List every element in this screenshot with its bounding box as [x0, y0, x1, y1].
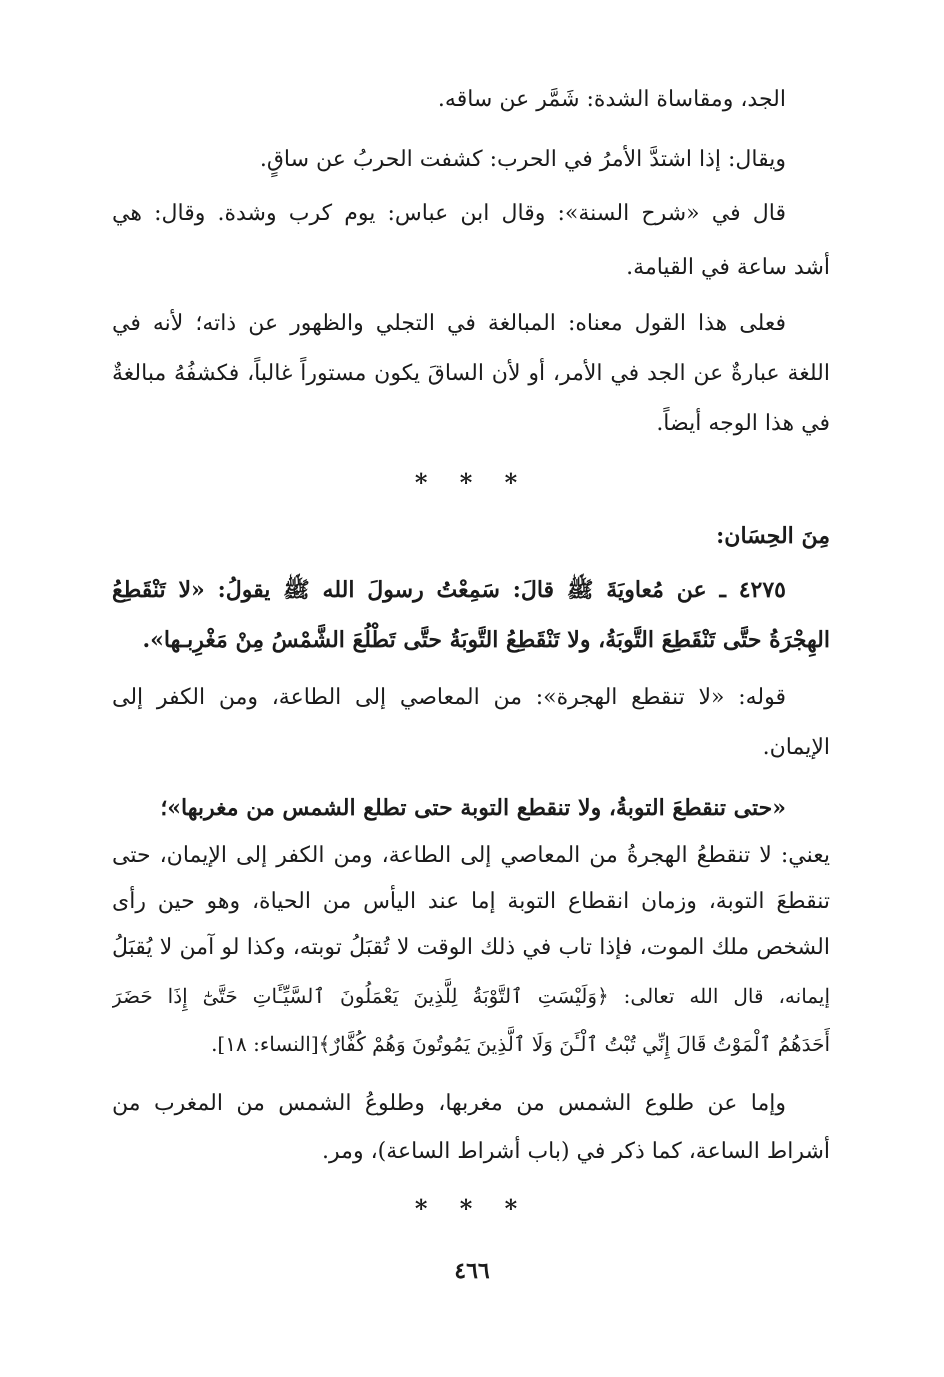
text-line: أشد ساعة في القيامة. — [626, 255, 830, 280]
text-line: قال في «شرح السنة»: وقال ابن عباس: يوم كرب وشدة. وقال: هي — [112, 201, 786, 226]
hadith-line: ٤٢٧٥ ـ عن مُعاويَةَ ﷺ قالَ: سَمِعْتُ رسولَ الله ﷺ يقولُ: «لا تَنْقَطِعُ — [112, 577, 786, 603]
quran-verse-line: أَحَدَهُمُ ٱلْمَوْتُ قَالَ إِنِّي تُبْتُ ٱلْـَٔنَ وَلَا ٱلَّذِينَ يَمُوتُونَ وَهُمْ كُفَّارٌ﴾[النساء: ١٨]. — [211, 1032, 830, 1056]
section-separator: * * * — [414, 468, 530, 497]
text-line: فعلى هذا القول معناه: المبالغة في التجلي والظهور عن ذاته؛ لأنه في — [112, 311, 786, 336]
text-line: الجد، ومقاساة الشدة: شَمَّر عن ساقه. — [437, 87, 786, 112]
section-separator: * * * — [414, 1194, 530, 1223]
commentary-quote: «حتى تنقطعَ التوبةُ، ولا تنقطع التوبة حتى تطلع الشمس من مغربها»؛ — [160, 795, 786, 821]
text-line: في هذا الوجه أيضاً. — [656, 411, 830, 436]
text-line: اللغة عبارةٌ عن الجد في الأمر، أو لأن الساقَ يكون مستوراً غالباً، فكشفُهُ مبالغةٌ — [112, 361, 830, 386]
commentary-line: تنقطعَ التوبة، وزمان انقطاع التوبة إما عند اليأس من الحياة، وهو حين رأى — [112, 889, 830, 914]
section-heading: مِنَ الحِسَان: — [716, 523, 830, 549]
text-line: ويقال: إذا اشتدَّ الأمرُ في الحرب: كشفت الحربُ عن ساقٍ. — [259, 147, 786, 172]
commentary-line: الإيمان. — [762, 735, 830, 760]
commentary-line: يعني: لا تنقطعُ الهجرةُ من المعاصي إلى الطاعة، ومن الكفر إلى الإيمان، حتى — [112, 843, 830, 868]
commentary-line: قوله: «لا تنقطع الهجرة»: من المعاصي إلى الطاعة، ومن الكفر إلى — [112, 685, 786, 710]
quran-verse-line: إيمانه، قال الله تعالى: ﴿وَلَيْسَتِ ٱلتَّوْبَةُ لِلَّذِينَ يَعْمَلُونَ ٱلسَّيِّـَٔاتِ حَتَّىٰٓ إِذَا حَضَرَ — [112, 984, 830, 1008]
page-number: ٤٦٦ — [454, 1258, 490, 1284]
hadith-line: الهِجْرَةُ حتَّى تَنْقَطِعَ التَّوبَةُ، ولا تَنْقَطِعُ التَّوبَةُ حتَّى تَطْلُعَ الشَّمْسُ مِنْ مَغْرِبـها». — [142, 627, 830, 653]
commentary-line: وإما عن طلوع الشمس من مغربها، وطلوعُ الشمس من المغرب من — [112, 1091, 786, 1116]
commentary-line: الشخص ملك الموت، فإذا تاب في ذلك الوقت لا تُقبَلُ توبته، وكذا لو آمن لا يُقبَلُ — [112, 935, 830, 960]
commentary-line: أشراط الساعة، كما ذكر في (باب أشراط الساعة)، ومر. — [322, 1139, 830, 1164]
